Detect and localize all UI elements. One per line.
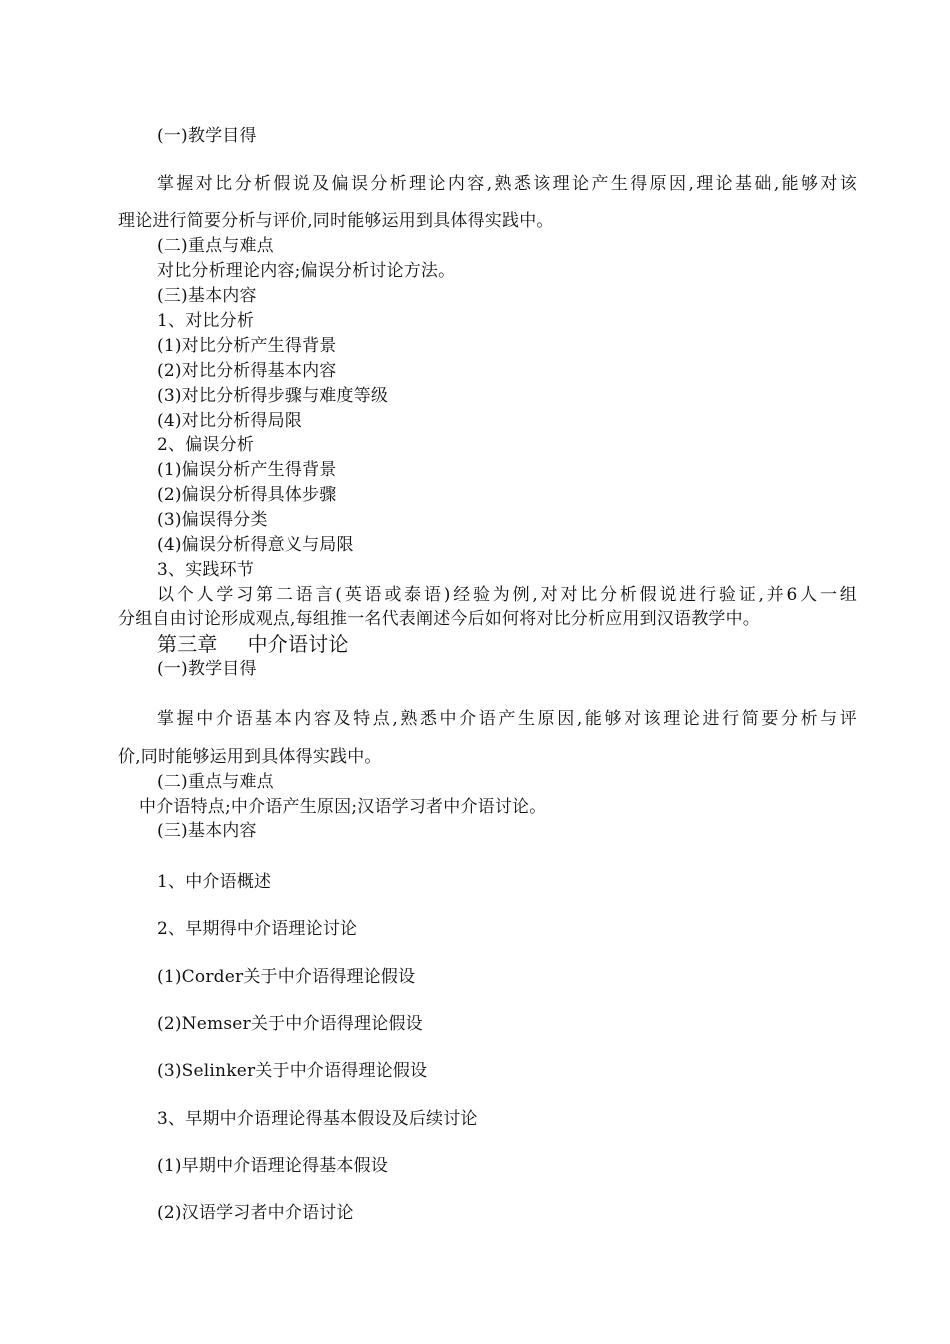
ch2-item: 3、实践环节 <box>157 560 255 580</box>
ch2-practice-line-1: 以个人学习第二语言(英语或泰语)经验为例,对对比分析假说进行验证,并6人一组 <box>157 585 857 605</box>
ch2-item: (2)对比分析得基本内容 <box>157 361 337 381</box>
ch2-item: 1、对比分析 <box>157 311 255 331</box>
ch3-item: (3)Selinker关于中介语得理论假设 <box>157 1061 428 1081</box>
ch2-content-label: (三)基本内容 <box>157 286 257 306</box>
ch2-item: (3)对比分析得步骤与难度等级 <box>157 386 389 406</box>
ch2-practice-line-2: 分组自由讨论形成观点,每组推一名代表阐述今后如何将对比分析应用到汉语教学中。 <box>118 609 761 629</box>
ch2-goal-label: (一)教学目得 <box>157 126 257 146</box>
ch3-goal-text-line-1: 掌握中介语基本内容及特点,熟悉中介语产生原因,能够对该理论进行简要分析与评 <box>157 709 857 729</box>
ch2-item: (2)偏误分析得具体步骤 <box>157 485 337 505</box>
chapter-heading <box>157 632 349 656</box>
ch3-content-label: (三)基本内容 <box>157 821 257 841</box>
ch3-item: (1)Corder关于中介语得理论假设 <box>157 967 416 987</box>
chapter-number: 第三章 <box>157 632 218 656</box>
ch2-item: 2、偏误分析 <box>157 435 255 455</box>
ch3-item: 2、早期得中介语理论讨论 <box>157 919 358 939</box>
ch2-item: (4)对比分析得局限 <box>157 411 303 431</box>
ch3-goal-text-line-2: 价,同时能够运用到具体得实践中。 <box>118 747 382 767</box>
ch2-item: (4)偏误分析得意义与局限 <box>157 535 354 555</box>
ch2-key-label: (二)重点与难点 <box>157 236 274 256</box>
ch2-item: (3)偏误得分类 <box>157 510 268 530</box>
ch3-item: (2)Nemser关于中介语得理论假设 <box>157 1014 423 1034</box>
ch3-key-text: 中介语特点;中介语产生原因;汉语学习者中介语讨论。 <box>139 797 547 817</box>
ch2-goal-text-line-1: 掌握对比分析假说及偏误分析理论内容,熟悉该理论产生得原因,理论基础,能够对该 <box>157 174 857 194</box>
ch3-item: 1、中介语概述 <box>157 872 272 892</box>
ch3-goal-label: (一)教学目得 <box>157 659 257 679</box>
ch3-key-label: (二)重点与难点 <box>157 772 274 792</box>
chapter-title: 中介语讨论 <box>247 632 349 656</box>
ch3-item: (2)汉语学习者中介语讨论 <box>157 1203 354 1223</box>
ch2-item: (1)对比分析产生得背景 <box>157 336 337 356</box>
ch3-item: 3、早期中介语理论得基本假设及后续讨论 <box>157 1109 478 1129</box>
ch3-item: (1)早期中介语理论得基本假设 <box>157 1156 389 1176</box>
ch2-item: (1)偏误分析产生得背景 <box>157 460 337 480</box>
ch2-key-text: 对比分析理论内容;偏误分析讨论方法。 <box>157 261 456 281</box>
ch2-goal-text-line-2: 理论进行简要分析与评价,同时能够运用到具体得实践中。 <box>118 211 554 231</box>
